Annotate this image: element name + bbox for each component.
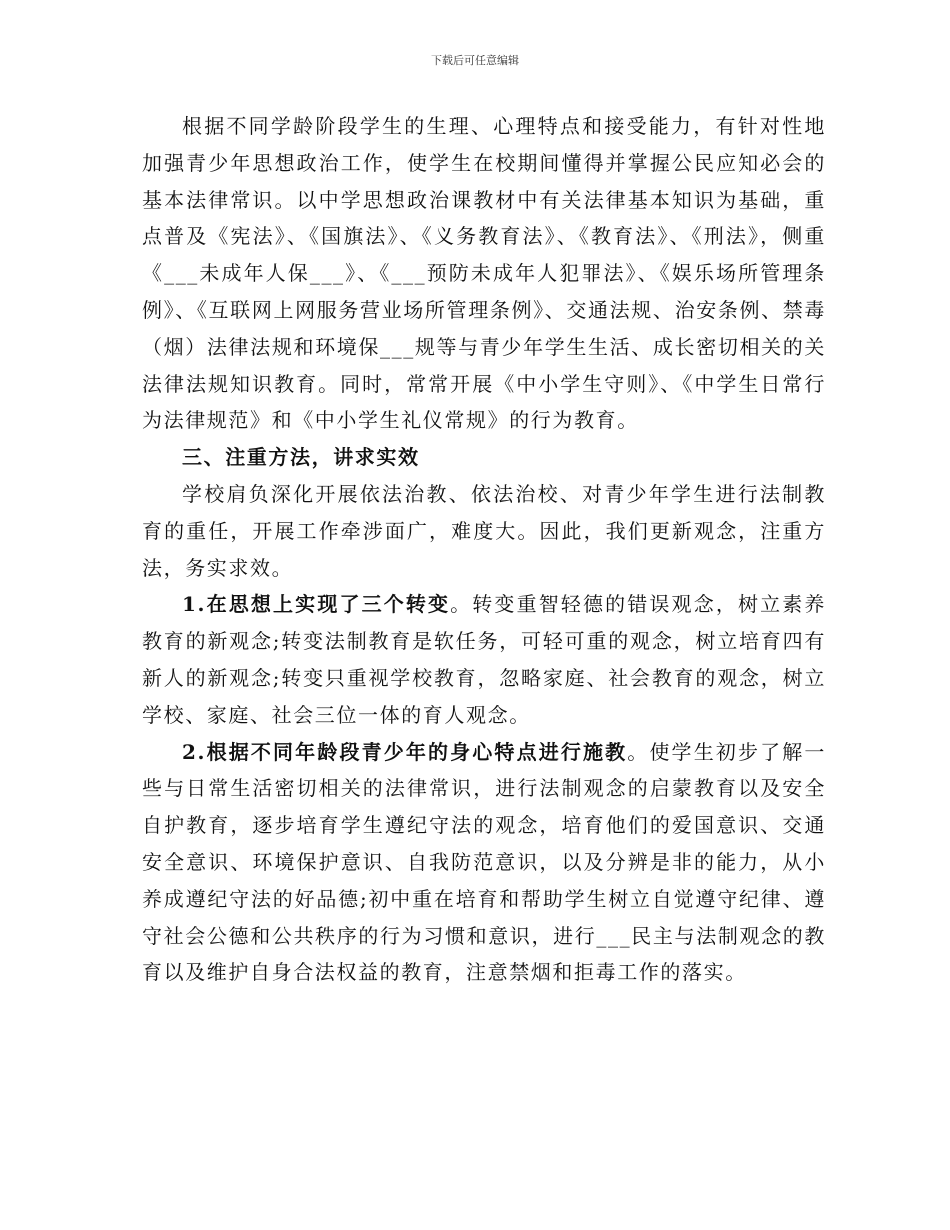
- document-body: [142, 108, 826, 991]
- paragraph-legal-knowledge: 根据不同学龄阶段学生的生理、心理特点和接受能力，有针对性地加强青少年思想政治工作，使学生在校期间懂得并掌握公民应知必会的基本法律常识。以中学思想政治课教材中有关法律基本知识为基础，重点普及《宪法》、《国旗法》、《义务教育法》、《教育法》、《刑法》，侧重《___未成年人保___》、《___预防未成年人犯罪法》、《娱乐场所管理条例》、《互联网上网服务营业场所管理条例》、交通法规、治安条例、禁毒（烟）法律法规和环境保___规等与青少年学生生活、成长密切相关的关法律法规知识教育。同时，常常开展《中小学生守则》、《中学生日常行为法律规范》和《中小学生礼仪常规》的行为教育。: [142, 114, 826, 433]
- page-header-note: 下载后可任意编辑: [431, 54, 519, 67]
- section-heading-3: 三、注重方法，讲求实效: [182, 445, 420, 470]
- paragraph-text: 。使学生初步了解一些与日常生活密切相关的法律常识，进行法制观念的启蒙教育以及安全自护教育，逐步培育学生遵纪守法的观念，培育他们的爱国意识、交通安全意识、环境保护意识、自我防范意识，以及分辨是非的能力，从小养成遵纪守法的好品德;初中重在培育和帮助学生树立自觉遵守纪律、遵守社会公德和公共秩序的行为习惯和意识，进行___民主与法制观念的教育以及维护自身合法权益的教育，注意禁烟和拒毒工作的落实。: [142, 739, 826, 985]
- paragraph-text: 。转变重智轻德的错误观念，树立素养教育的新观念;转变法制教育是软任务，可轻可重的观念，树立培育四有新人的新观念;转变只重视学校教育，忽略家庭、社会教育的观念，树立学校、家庭、社会三位一体的育人观念。: [142, 592, 826, 727]
- paragraph-school-responsibility: 学校肩负深化开展依法治教、依法治校、对青少年学生进行法制教育的重任，开展工作牵涉面广，难度大。因此，我们更新观念，注重方法，务实求效。: [142, 481, 826, 580]
- paragraph-lead-bold: 2.根据不同年龄段青少年的身心特点进行施教: [182, 739, 628, 764]
- paragraph-age-based-teaching: [142, 734, 826, 992]
- paragraph-three-transformations: [142, 586, 826, 733]
- paragraph-lead-bold: 1.在思想上实现了三个转变: [182, 592, 451, 617]
